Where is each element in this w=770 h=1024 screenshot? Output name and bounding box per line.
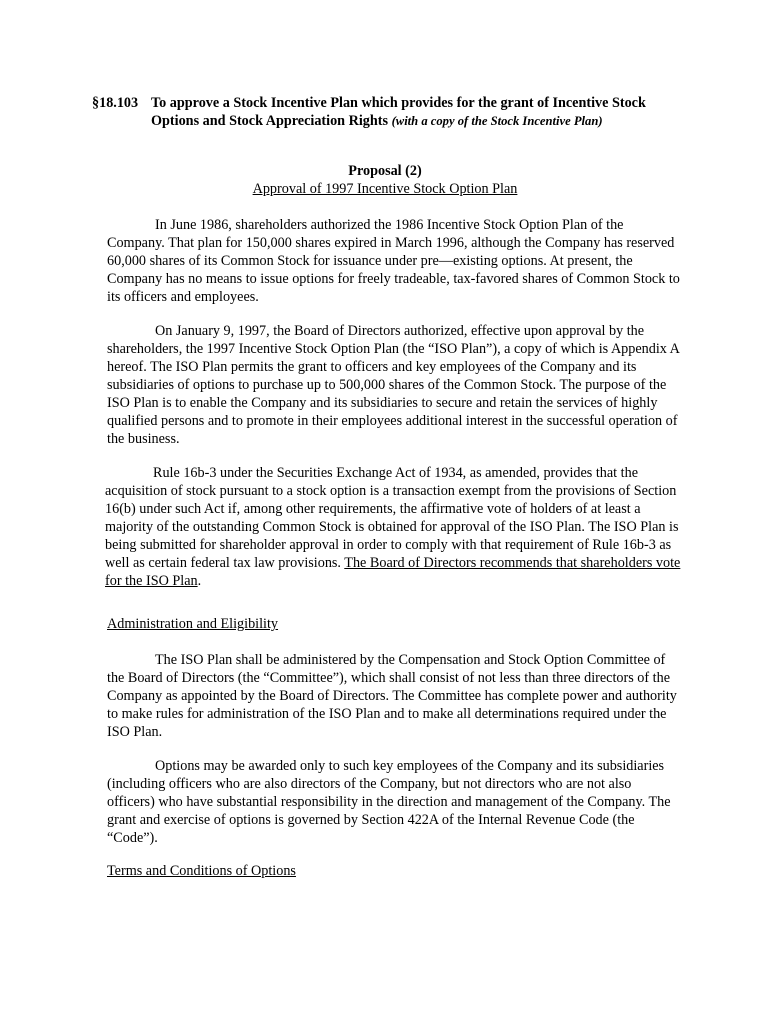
section-heading xyxy=(92,94,672,130)
paragraph-rule-16b3 xyxy=(105,464,682,590)
paragraph-eligibility-text: Options may be awarded only to such key employees of the Company and its subsidiaries (including officers who are also directors of the Company, but not directors who are not also officers) who have substantial responsibility in the direction and management of the Company. The grant and exercise of options is governed by Section 422A of the Internal Revenue Code (the “Code”). xyxy=(107,758,671,846)
board-recommendation: The Board of Directors recommends that shareholders vote for the ISO Plan xyxy=(105,555,681,589)
proposal-number: Proposal (2) xyxy=(348,163,422,179)
paragraph-rule-end: . xyxy=(197,573,202,589)
paragraph-authorization-text: On January 9, 1997, the Board of Directors authorized, effective upon approval by the shareholders, the 1997 Incentive Stock Option Plan (the “ISO Plan”), a copy of which is Appendix A hereof. The ISO Plan permits the grant to officers and key employees of the Company and its subsidiaries of options to purchase up to 500,000 shares of the Common Stock. The purpose of the ISO Plan is to enable the Company and its subsidiaries to secure and retain the services of highly qualified persons and to promote in their employees additional interest in the successful operation of the business. xyxy=(107,323,680,447)
section-title: To approve a Stock Incentive Plan which provides for the grant of Incentive Stock Options and Stock Appreciation Rights xyxy=(151,95,646,129)
paragraph-authorization xyxy=(107,322,682,448)
paragraph-history-text: In June 1986, shareholders authorized the 1986 Incentive Stock Option Plan of the Company. That plan for 150,000 shares expired in March 1996, although the Company has reserved 60,000 shares of its Common Stock for issuance under pre—existing options. At present, the Company has no means to issue options for freely tradeable, tax-favored shares of Common Stock to its officers and employees. xyxy=(107,217,680,305)
proposal-title: Approval of 1997 Incentive Stock Option Plan xyxy=(252,181,518,197)
section-note: (with a copy of the Stock Incentive Plan) xyxy=(391,114,603,128)
subheading-terms: Terms and Conditions of Options xyxy=(107,863,296,879)
paragraph-administration xyxy=(107,651,682,741)
section-number: §18.103 xyxy=(92,95,139,111)
subheading-administration: Administration and Eligibility xyxy=(107,616,279,632)
section-title-block xyxy=(151,94,661,130)
paragraph-rule-text: Rule 16b-3 under the Securities Exchange Act of 1934, as amended, provides that the acquisition of stock pursuant to a stock option is a transaction exempt from the provisions of Section 16(b) under such Act if, among other requirements, the affirmative vote of holders of at least a majority of the outstanding Common Stock is obtained for approval of the ISO Plan. The ISO Plan is being submitted for shareholder approval in order to comply with that requirement of Rule 16b-3 as well as certain federal tax law provisions. xyxy=(105,465,679,571)
paragraph-history xyxy=(107,216,682,306)
paragraph-administration-text: The ISO Plan shall be administered by the Compensation and Stock Option Committee of the Board of Directors (the “Committee”), which shall consist of not less than three directors of the Company as appointed by the Board of Directors. The Committee has complete power and authority to make rules for administration of the ISO Plan and to make all determinations required under the ISO Plan. xyxy=(107,652,677,740)
paragraph-eligibility xyxy=(107,757,682,847)
